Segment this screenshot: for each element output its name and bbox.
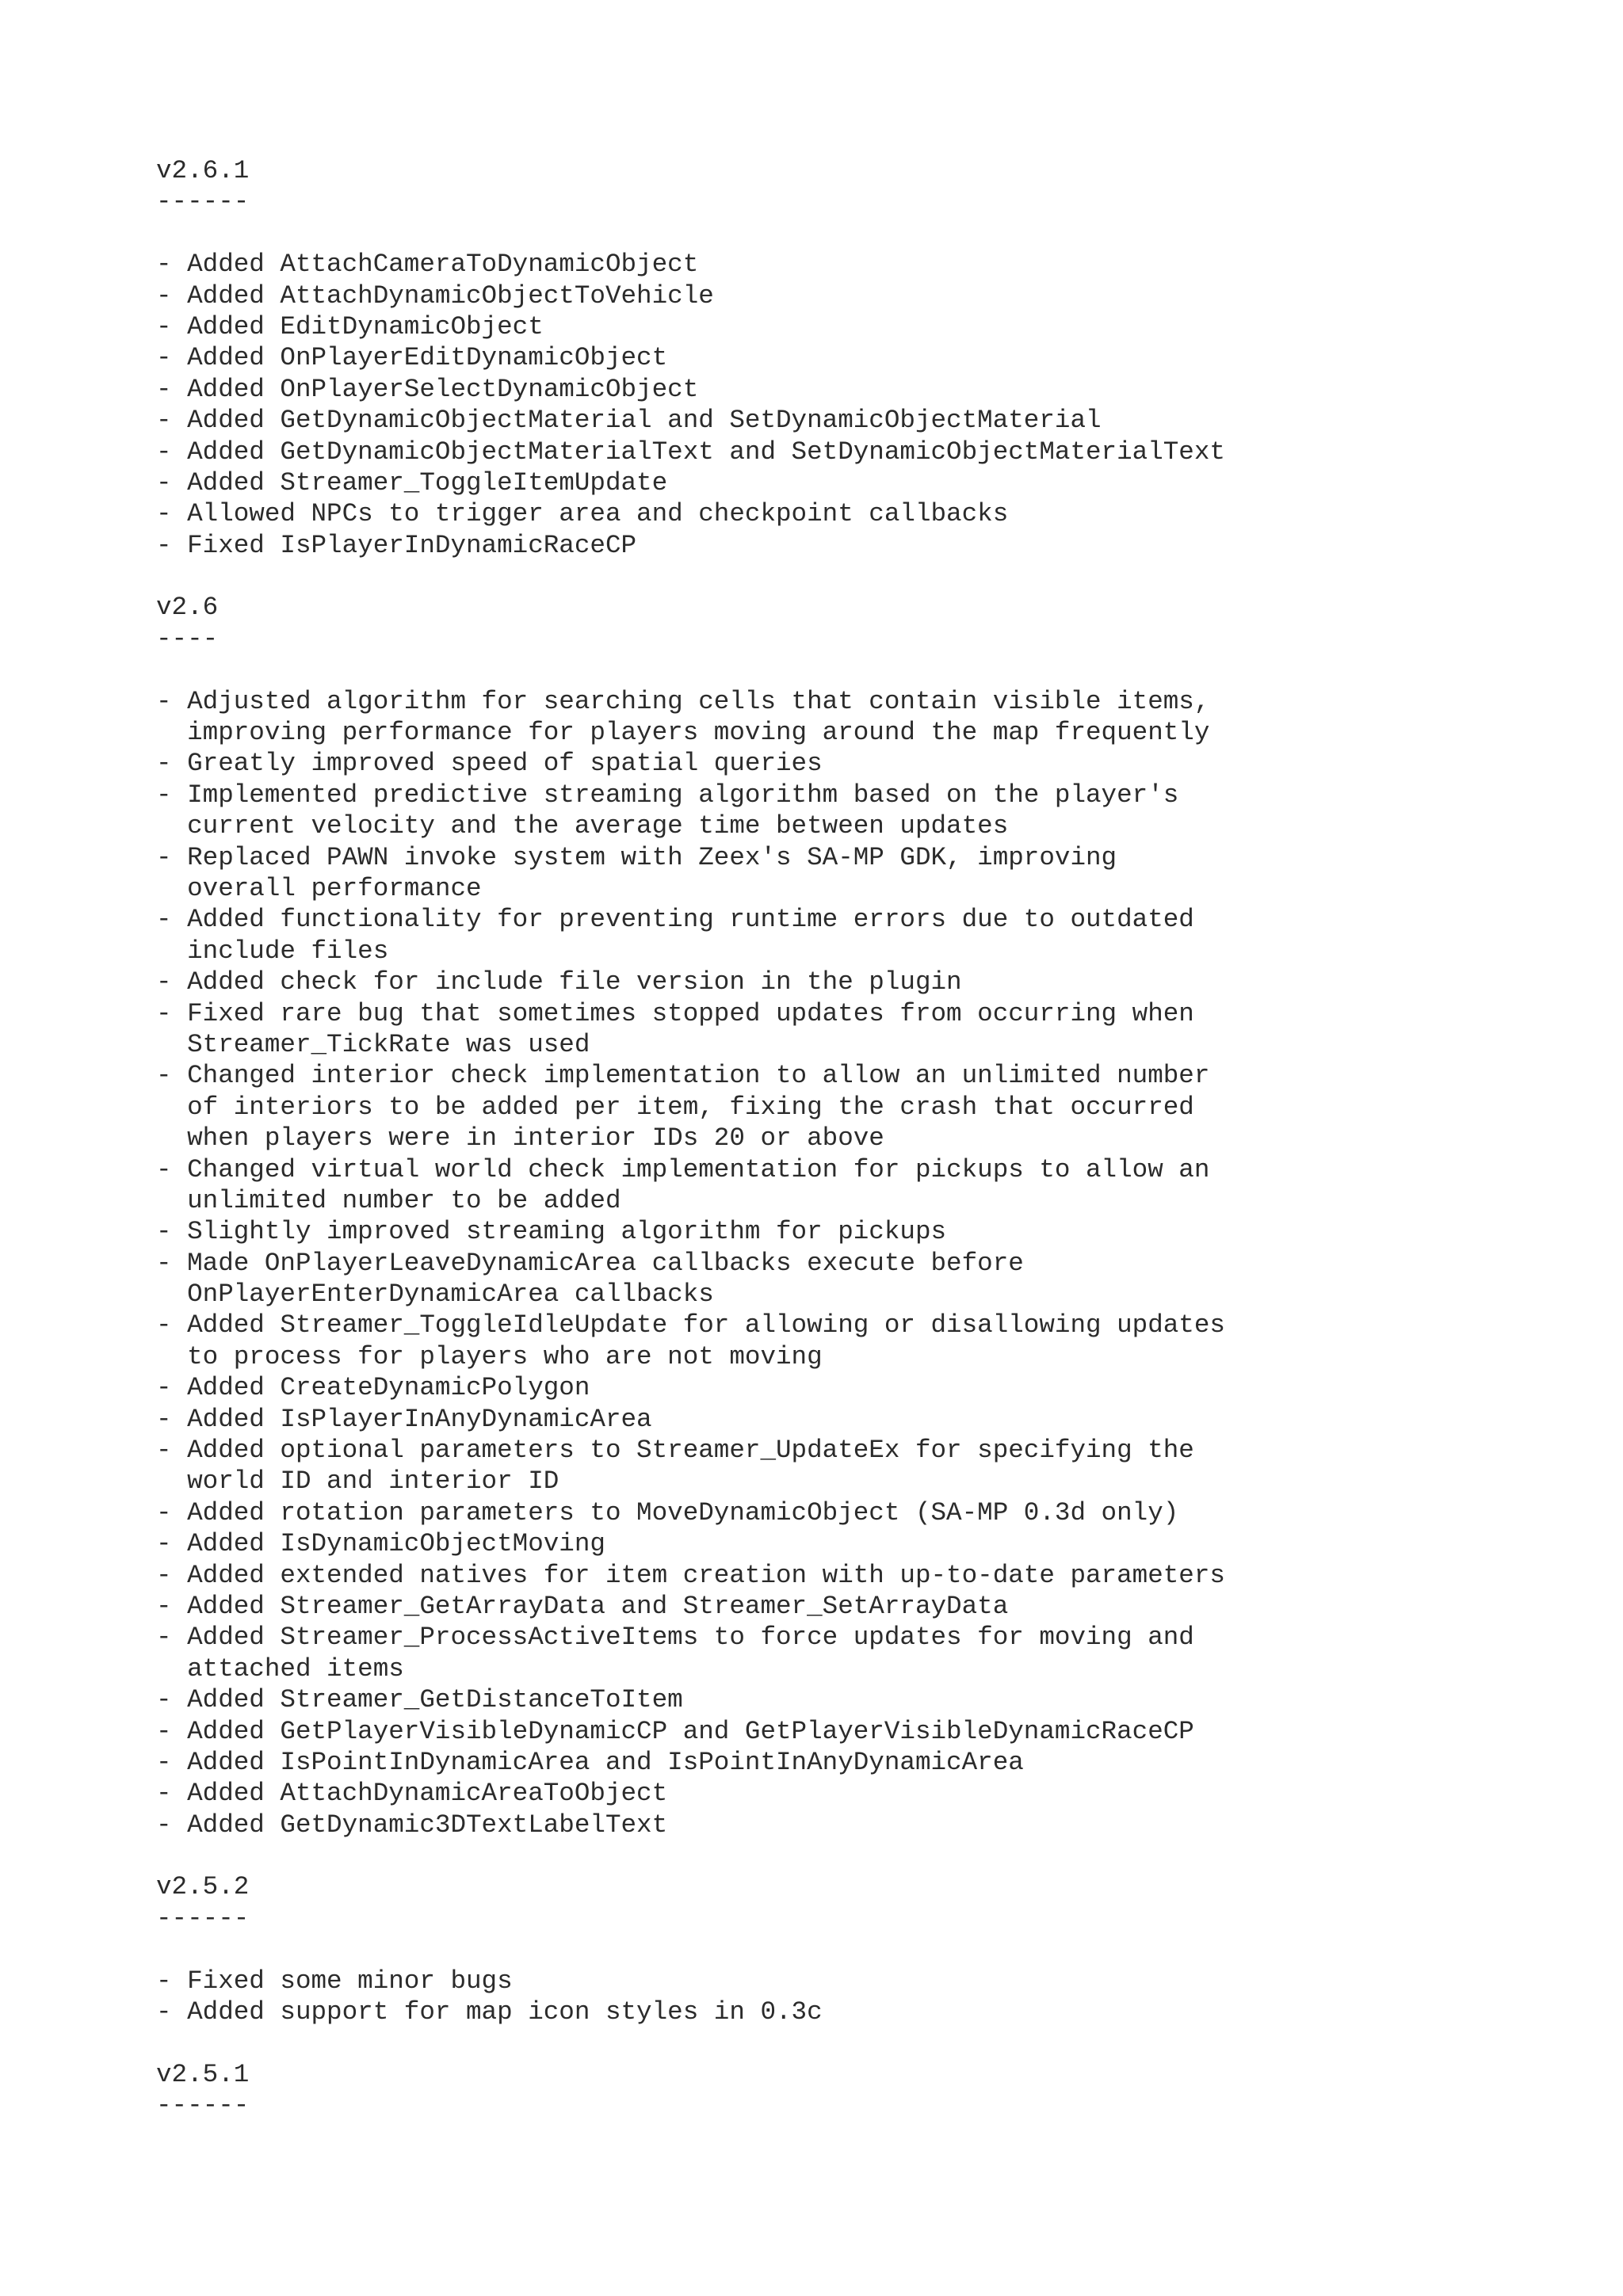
changelog-line: - Added extended natives for item creation with up-to-date parameters <box>156 1560 1225 1590</box>
changelog-line: - Added EditDynamicObject <box>156 311 544 341</box>
changelog-line: - Added AttachDynamicAreaToObject <box>156 1779 668 1809</box>
changelog-line: - Added optional parameters to Streamer_UpdateEx for specifying the <box>156 1436 1194 1466</box>
changelog-line: ------ <box>156 1903 250 1933</box>
changelog-line: - Added GetDynamicObjectMaterial and SetDynamicObjectMaterial <box>156 406 1102 436</box>
blank-line <box>156 1840 1225 1871</box>
changelog-line: when players were in interior IDs 20 or above <box>156 1123 884 1154</box>
changelog-line: improving performance for players moving around the map frequently <box>156 718 1210 748</box>
changelog-line: of interiors to be added per item, fixing the crash that occurred <box>156 1092 1194 1122</box>
blank-line <box>156 1934 1225 1965</box>
changelog-line: OnPlayerEnterDynamicArea callbacks <box>156 1280 714 1310</box>
changelog-line: - Fixed rare bug that sometimes stopped updates from occurring when <box>156 998 1194 1028</box>
changelog-line: - Added GetDynamic3DTextLabelText <box>156 1810 668 1840</box>
changelog-line: - Added OnPlayerSelectDynamicObject <box>156 374 699 404</box>
blank-line <box>156 218 1225 249</box>
changelog-line: - Added rotation parameters to MoveDynamicObject (SA-MP 0.3d only) <box>156 1497 1179 1527</box>
changelog-line: - Added check for include file version in the plugin <box>156 967 962 997</box>
changelog-line: - Added AttachCameraToDynamicObject <box>156 250 699 280</box>
changelog-document <box>156 155 1225 2122</box>
blank-line <box>156 654 1225 685</box>
changelog-line: current velocity and the average time between updates <box>156 811 1009 841</box>
changelog-line: - Changed virtual world check implementation for pickups to allow an <box>156 1154 1210 1184</box>
changelog-line: - Added GetPlayerVisibleDynamicCP and GetPlayerVisibleDynamicRaceCP <box>156 1716 1194 1746</box>
changelog-line: - Replaced PAWN invoke system with Zeex's SA-MP GDK, improving <box>156 842 1117 872</box>
changelog-line: to process for players who are not moving <box>156 1341 823 1371</box>
changelog-line: include files <box>156 936 389 966</box>
changelog-line: - Added IsPlayerInAnyDynamicArea <box>156 1404 652 1434</box>
changelog-line: - Added Streamer_ToggleItemUpdate <box>156 467 668 498</box>
changelog-line: - Added Streamer_ProcessActiveItems to force updates for moving and <box>156 1623 1194 1653</box>
changelog-line: overall performance <box>156 873 482 903</box>
changelog-line: - Added support for map icon styles in 0.3c <box>156 1997 823 2027</box>
changelog-line: v2.6 <box>156 593 219 623</box>
blank-line <box>156 561 1225 592</box>
changelog-line: - Added functionality for preventing runtime errors due to outdated <box>156 905 1194 935</box>
changelog-line: Streamer_TickRate was used <box>156 1029 590 1059</box>
changelog-line: unlimited number to be added <box>156 1185 621 1215</box>
changelog-line: - Added CreateDynamicPolygon <box>156 1373 590 1403</box>
changelog-line: v2.5.2 <box>156 1872 250 1902</box>
changelog-line: attached items <box>156 1653 404 1684</box>
changelog-line: - Made OnPlayerLeaveDynamicArea callbacks execute before <box>156 1248 1024 1278</box>
changelog-line: - Added IsPointInDynamicArea and IsPointInAnyDynamicArea <box>156 1747 1024 1777</box>
changelog-line: v2.6.1 <box>156 156 250 185</box>
changelog-line: ---- <box>156 624 219 654</box>
changelog-line: - Added GetDynamicObjectMaterialText and SetDynamicObjectMaterialText <box>156 437 1225 467</box>
changelog-line: - Changed interior check implementation to allow an unlimited number <box>156 1061 1210 1091</box>
changelog-line: - Added Streamer_ToggleIdleUpdate for allowing or disallowing updates <box>156 1310 1225 1341</box>
changelog-line: - Greatly improved speed of spatial queries <box>156 749 823 779</box>
changelog-line: - Implemented predictive streaming algorithm based on the player's <box>156 780 1179 810</box>
changelog-line: v2.5.1 <box>156 2059 250 2089</box>
changelog-line: - Allowed NPCs to trigger area and checkpoint callbacks <box>156 499 1009 529</box>
changelog-line: - Added OnPlayerEditDynamicObject <box>156 343 668 373</box>
blank-line <box>156 2027 1225 2058</box>
changelog-line: - Added AttachDynamicObjectToVehicle <box>156 280 714 311</box>
changelog-line: - Adjusted algorithm for searching cells that contain visible items, <box>156 686 1210 716</box>
changelog-line: ------ <box>156 187 250 217</box>
changelog-line: world ID and interior ID <box>156 1466 559 1497</box>
changelog-line: - Added Streamer_GetArrayData and Streamer_SetArrayData <box>156 1591 1009 1621</box>
changelog-line: - Fixed some minor bugs <box>156 1966 513 1996</box>
changelog-line: - Fixed IsPlayerInDynamicRaceCP <box>156 530 637 560</box>
changelog-line: ------ <box>156 2091 250 2121</box>
changelog-line: - Slightly improved streaming algorithm for pickups <box>156 1217 947 1247</box>
changelog-line: - Added IsDynamicObjectMoving <box>156 1529 605 1559</box>
changelog-line: - Added Streamer_GetDistanceToItem <box>156 1685 683 1715</box>
